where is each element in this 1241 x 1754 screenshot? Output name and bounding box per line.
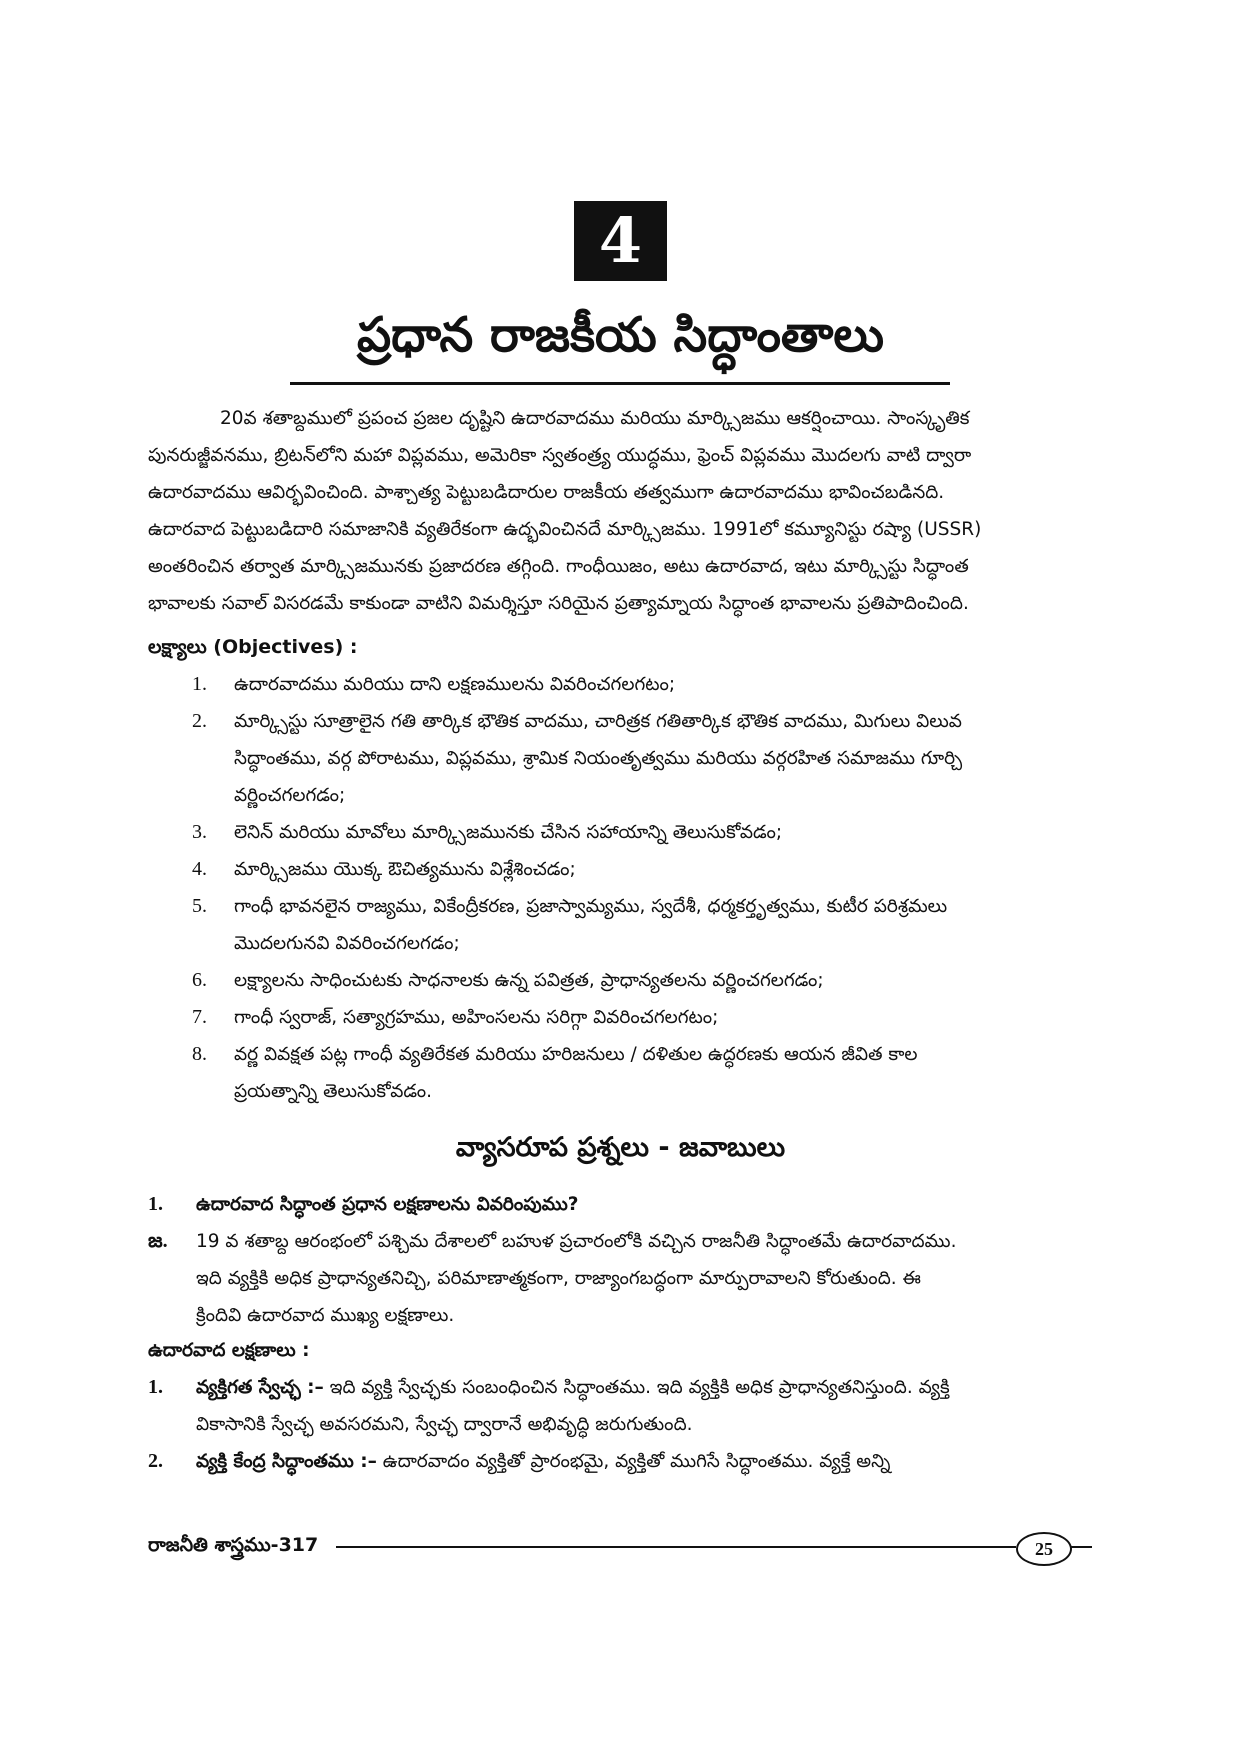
- intro-line: భావాలకు సవాల్ విసరడమే కాకుండా వాటిని విమర్శిస్తూ సరియైన ప్రత్యామ్నాయ సిద్ధాంత భావాలను ప్రతిపాదించింది.: [148, 593, 969, 614]
- intro-paragraph: [148, 400, 1093, 622]
- objective-number: 3.: [192, 821, 207, 843]
- objective-item: [192, 666, 1097, 703]
- chapter-title: ప్రధాన రాజకీయ సిద్ధాంతాలు: [356, 307, 885, 363]
- objective-item: [192, 999, 1097, 1036]
- feature-term: వ్యక్తిగత స్వేచ్ఛ :–: [196, 1377, 324, 1398]
- objective-text: వర్ణించగలగడం;: [234, 785, 346, 806]
- feature-text: ఉదారవాదం వ్యక్తితో ప్రారంభమై, వ్యక్తితో ముగిసే సిద్ధాంతము. వ్యక్తే అన్ని: [376, 1451, 891, 1472]
- intro-line: 20వ శతాబ్దములో ప్రపంచ ప్రజల దృష్టిని ఉదారవాదము మరియు మార్క్సిజము ఆకర్షించాయి. సాంస్కృతిక: [220, 408, 970, 429]
- objective-text: ప్రయత్నాన్ని తెలుసుకోవడం.: [234, 1081, 433, 1102]
- objective-number: 6.: [192, 969, 207, 991]
- feature-text: వికాసానికి స్వేచ్ఛ అవసరమని, స్వేచ్ఛ ద్వారానే అభివృద్ధి జరుగుతుంది.: [196, 1414, 693, 1435]
- page-number: 25: [1016, 1532, 1072, 1566]
- answer-line: క్రిందివి ఉదారవాద ముఖ్య లక్షణాలు.: [196, 1305, 455, 1326]
- objective-number: 5.: [192, 895, 207, 917]
- objective-number: 7.: [192, 1006, 207, 1028]
- objective-item: [192, 888, 1097, 962]
- footer-book-title: రాజనీతి శాస్త్రము-317: [148, 1534, 319, 1556]
- intro-line: అంతరించిన తర్వాత మార్క్సిజమునకు ప్రజాదరణ తగ్గింది. గాంధీయిజం, అటు ఉదారవాద, ఇటు మార్క్సిస్టు సిద్ధాంత: [148, 556, 969, 577]
- objectives-heading: లక్ష్యాలు (Objectives) :: [148, 636, 358, 658]
- objective-number: 2.: [192, 710, 207, 732]
- feature-term: వ్యక్తి కేంద్ర సిద్ధాంతము :–: [196, 1451, 377, 1472]
- objective-number: 4.: [192, 858, 207, 880]
- feature-number: 2.: [148, 1450, 163, 1472]
- objective-item: [192, 851, 1097, 888]
- objective-item: [192, 1036, 1097, 1110]
- feature-item: [148, 1369, 1093, 1443]
- footer-rule: [336, 1546, 1016, 1548]
- intro-line: ఉదారవాద పెట్టుబడిదారి సమాజానికి వ్యతిరేకంగా ఉద్భవించినదే మార్క్సిజము. 1991లో కమ్యూనిస్టు రష్యా (USSR): [148, 519, 982, 540]
- objective-text: మార్క్సిజము యొక్క ఔచిత్యమును విశ్లేశించడం;: [234, 859, 576, 880]
- footer-rule-end: [1070, 1546, 1092, 1548]
- answer-line: ఇది వ్యక్తికి అధిక ప్రాధాన్యతనిచ్చి, పరిమాణాత్మకంగా, రాజ్యాంగబద్ధంగా మార్పురావాలని కోరుతుంది. ఈ: [196, 1268, 921, 1289]
- objective-text: గాంధీ స్వరాజ్, సత్యాగ్రహము, అహింసలను సరిగ్గా వివరించగలగటం;: [234, 1007, 719, 1028]
- objective-text: వర్ణ వివక్షత పట్ల గాంధీ వ్యతిరేకత మరియు హరిజనులు / దళితుల ఉద్ధరణకు ఆయన జీవిత కాల: [234, 1044, 918, 1065]
- features-heading-text: ఉదారవాద లక్షణాలు :: [148, 1340, 310, 1361]
- objective-text: లెనిన్ మరియు మావోలు మార్క్సిజమునకు చేసిన సహాయాన్ని తెలుసుకోవడం;: [234, 822, 783, 843]
- features-heading: [148, 1332, 1093, 1369]
- objective-text: లక్ష్యాలను సాధించుటకు సాధనాలకు ఉన్న పవిత్రత, ప్రాధాన్యతలను వర్ణించగలగడం;: [234, 970, 824, 991]
- objectives-list: [192, 666, 1097, 1110]
- feature-number: 1.: [148, 1376, 163, 1398]
- objective-text: ఉదారవాదము మరియు దాని లక్షణములను వివరించగలగటం;: [234, 674, 676, 695]
- objective-text: మొదలగునవి వివరించగలగడం;: [234, 933, 460, 954]
- section-title: వ్యాసరూప ప్రశ్నలు - జవాబులు: [455, 1132, 786, 1163]
- question-text: ఉదారవాద సిద్ధాంత ప్రధాన లక్షణాలను వివరింపుము?: [196, 1194, 579, 1215]
- feature-item: [148, 1443, 1093, 1480]
- question-number: 1.: [148, 1193, 163, 1215]
- objective-number: 8.: [192, 1043, 207, 1065]
- objective-text: సిద్ధాంతము, వర్గ పోరాటము, విప్లవము, శ్రామిక నియంతృత్వము మరియు వర్గరహిత సమాజము గూర్చి: [234, 748, 963, 769]
- objective-item: [192, 703, 1097, 814]
- objective-item: [192, 814, 1097, 851]
- title-underline: [290, 382, 950, 385]
- intro-line: ఉదారవాదము ఆవిర్భవించింది. పాశ్చాత్య పెట్టుబడిదారుల రాజకీయ తత్వముగా ఉదారవాదము భావించబడినది.: [148, 482, 945, 503]
- objective-number: 1.: [192, 673, 207, 695]
- question-1: [148, 1186, 1093, 1223]
- feature-text: ఇది వ్యక్తి స్వేచ్ఛకు సంబంధించిన సిద్ధాంతము. ఇది వ్యక్తికి అధిక ప్రాధాన్యతనిస్తుంది. వ్యక్తి: [323, 1377, 950, 1398]
- answer-label: జ.: [148, 1230, 168, 1252]
- answer-line: 19 వ శతాబ్ద ఆరంభంలో పశ్చిమ దేశాలలో బహుళ ప్రచారంలోకి వచ్చిన రాజనీతి సిద్ధాంతమే ఉదారవాదము.: [196, 1231, 957, 1252]
- objective-text: గాంధీ భావనలైన రాజ్యము, వికేంద్రీకరణ, ప్రజాస్వామ్యము, స్వదేశీ, ధర్మకర్తృత్వము, కుటీర పరిశ్రమలు: [234, 896, 948, 917]
- intro-line: పునరుజ్జీవనము, బ్రిటన్‌లోని మహా విప్లవము, అమెరికా స్వతంత్ర్య యుద్ధము, ఫ్రెంచ్ విప్లవము మొదలగు వాటి ద్వారా: [148, 445, 972, 466]
- answer-1: [148, 1223, 1093, 1334]
- objective-item: [192, 962, 1097, 999]
- objective-text: మార్క్సిస్టు సూత్రాలైన గతి తార్కిక భౌతిక వాదము, చారిత్రక గతితార్కిక భౌతిక వాదము, మిగులు విలువ: [234, 711, 962, 732]
- chapter-number: 4: [574, 201, 667, 281]
